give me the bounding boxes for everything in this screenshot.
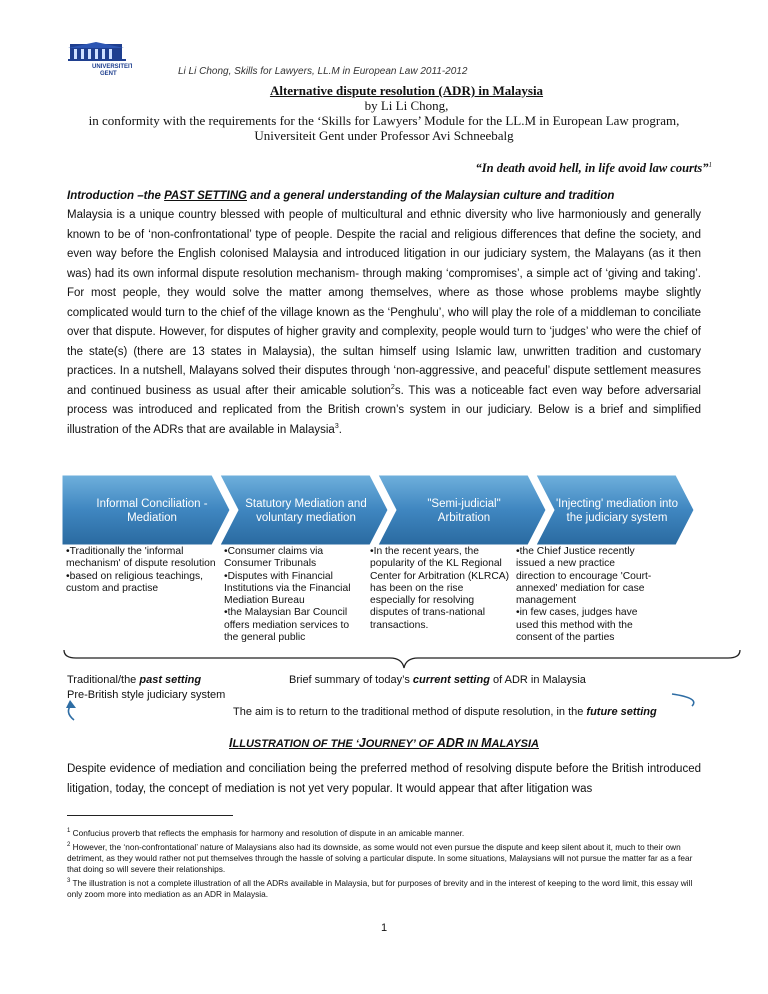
future-setting-label: The aim is to return to the traditional method of dispute resolution, in the future setting bbox=[233, 706, 657, 718]
current-setting-label: Brief summary of today’s current setting of ADR in Malaysia bbox=[289, 674, 586, 686]
running-header: Li Li Chong, Skills for Lawyers, LL.M in European Law 2011-2012 bbox=[178, 66, 468, 77]
epigraph-quote: “In death avoid hell, in life avoid law courts”$^1$ bbox=[475, 161, 712, 176]
university-building-icon bbox=[62, 42, 132, 78]
conformity-line: in conformity with the requirements for the ‘Skills for Lawyers’ Module for the LL.M in European Law program, bbox=[88, 113, 680, 128]
logo-text-line1: UNIVERSITEIT bbox=[92, 64, 132, 70]
stage-1-bullets: •Traditionally the 'informal mechanism' of dispute resolution •based on religious teachings, custom and practise bbox=[66, 546, 216, 594]
past-setting-label: Traditional/the past setting bbox=[67, 674, 202, 686]
author-line: by Li Li Chong, bbox=[364, 98, 449, 113]
footnote-divider bbox=[67, 815, 233, 816]
stage-4-bullets: •the Chief Justice recently issued a new practice direction to encourage 'Court-annexed' mediation for case management •in few cases, judges have used this method with the consent of the parties bbox=[516, 546, 652, 644]
university-line: Universiteit Gent under Professor Avi Schneebalg bbox=[254, 128, 514, 143]
footnote-ref: 3 bbox=[334, 422, 339, 430]
logo-text-line2: GENT bbox=[100, 71, 117, 77]
footnote-ref: 2 bbox=[390, 383, 395, 391]
document-title: Alternative dispute resolution (ADR) in Malaysia bbox=[269, 83, 544, 98]
return-arrow bbox=[60, 690, 710, 724]
footnote-2: $^2$ However, the ‘non-confrontational’ nature of Malaysians also had its downside, as some would not even pursue the dispute and keep silent about it, much to their own detriment, as they would rather not put themselves through the hassle of solving a particular dispute. In some situations, Malaysians will not pursue the matter far as a fear that doing so will severe their relationships. bbox=[67, 841, 693, 875]
stage-1-title: Informal Conciliation - Mediation bbox=[96, 498, 208, 524]
stage-4-title: 'Injecting' mediation into the judiciary system bbox=[555, 498, 679, 524]
section-heading: Introduction –the PAST SETTING and a general understanding of the Malaysian culture and tradition bbox=[67, 190, 615, 202]
body-paragraph: Despite evidence of mediation and conciliation being the preferred method of resolving dispute before the British introduced litigation, today, the concept of mediation is not yet very popular. It would appear that after litigation was bbox=[67, 763, 701, 795]
university-logo bbox=[62, 42, 132, 78]
footnote-ref: 1 bbox=[708, 161, 712, 169]
stage-2-title: Statutory Mediation and voluntary mediation bbox=[245, 498, 367, 524]
pre-british-label: Pre-British style judiciary system bbox=[67, 689, 226, 701]
footnote-1: $^1$ Confucius proverb that reflects the emphasis for harmony and resolution of dispute in an amicable manner. bbox=[67, 827, 465, 838]
footnote-3: $^3$ The illustration is not a complete illustration of all the ADRs available in Malaysia, but for purposes of brevity and in the interest of keeping to the word limit, this essay will only zoom more into mediation as an ADR in Malaysia. bbox=[67, 877, 693, 899]
stage-3-title: "Semi-judicial" Arbitration bbox=[427, 498, 501, 524]
stage-2-bullets: •Consumer claims via Consumer Tribunals •Disputes with Financial Institutions via the Financial Mediation Bureau •the Malaysian Bar Council offers mediation services to the general public bbox=[224, 546, 351, 644]
intro-paragraph: Malaysia is a unique country blessed with people of multicultural and ethnic diversity who live harmoniously and generally known to be of ‘non-confrontational’ type of people. Despite the racial and religious differences that define the society, and even way before the English colonised Malaysia and introduced litigation in our judiciary system, the Malayans (as it then was) had its own informal dispute resolution mechanism- through making ‘compromises’, a simple act of ‘giving and taking’. For most people, they would solve the matter among themselves, where as those whose problems maybe slightly complicated would turn to the chief of the village known as the ‘Penghulu’, who will play the role of a middleman to conciliate over that dispute. However, for disputes of higher gravity and complexity, people would turn to ‘judges’ who were the chief of the state(s) (there are 13 states in Malaysia), the sultan himself using Islamic law, unwritten tradition and customary practices. In a nutshell, Malayans solved their disputes through ‘non-aggressive, and peaceful’ dispute settlement measures and continued business as usual after their amicable solution$^2$s. This was a noticeable fact even way before adversarial process was introduced and replicated from the British crown’s system in our judiciary. Below is a brief and simplified illustration of the ADRs that are available in Malaysia$^3$. bbox=[67, 209, 701, 436]
page-number: 1 bbox=[380, 922, 388, 934]
illustration-caption: ILLUSTRATION OF THE ‘JOURNEY’ OF ADR IN MALAYSIA bbox=[229, 736, 539, 750]
curly-brace bbox=[62, 648, 742, 670]
stage-3-bullets: •In the recent years, the popularity of the KL Regional Center for Arbitration (KLRCA) has been on the rise especially for resolving disputes of trans-national transactions. bbox=[370, 546, 510, 631]
